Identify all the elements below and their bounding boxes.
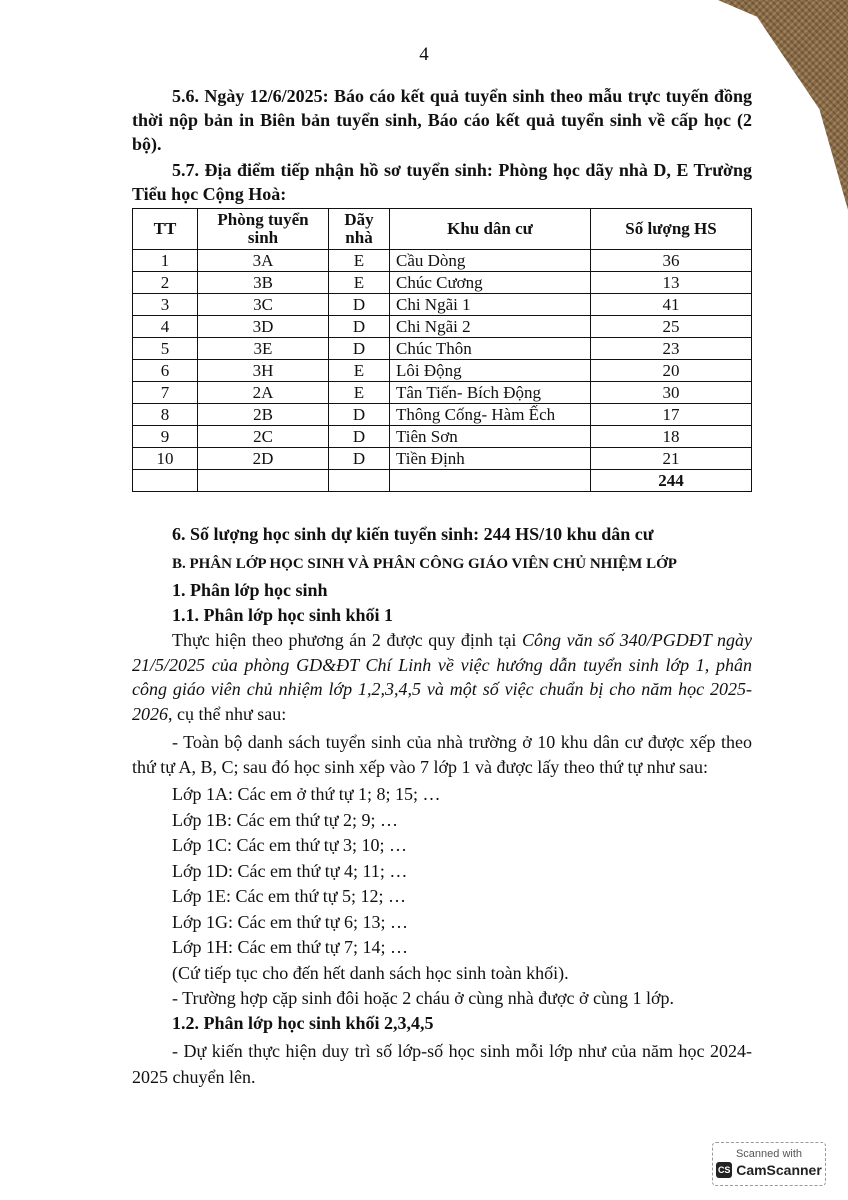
cell-count: 25 — [591, 316, 752, 338]
table-row — [133, 250, 752, 272]
cell-room: 3D — [198, 316, 329, 338]
cell-block: E — [329, 360, 390, 382]
table-row — [133, 272, 752, 294]
intro-lead: Thực hiện theo phương án 2 được quy định tại — [172, 630, 523, 650]
cell-count: 13 — [591, 272, 752, 294]
section-1-2-paragraph: - Dự kiến thực hiện duy trì số lớp-số học sinh mỗi lớp như của năm học 2024-2025 chuyển lên. — [132, 1041, 752, 1087]
intro-tail: , cụ thể như sau: — [168, 703, 287, 724]
cell-room: 3H — [198, 360, 329, 382]
class-item: Lớp 1D: Các em thứ tự 4; 11; … — [172, 860, 408, 881]
cell-tt: 10 — [133, 448, 198, 470]
cell-count: 18 — [591, 426, 752, 448]
cell-count: 36 — [591, 250, 752, 272]
class-item: Lớp 1E: Các em thứ tự 5; 12; … — [172, 886, 406, 906]
section-5-6-body: Báo cáo kết quả tuyển sinh theo mẫu trực tuyến đồng thời nộp bản in Biên bản tuyển sinh, Báo cáo kết quả tuyển sinh về cấp học (2 bộ). — [132, 86, 753, 154]
cell-area: Tân Tiến- Bích Động — [390, 382, 591, 404]
cell-empty — [133, 470, 198, 492]
cell-room: 2B — [198, 404, 329, 426]
table-row — [133, 294, 752, 316]
cell-area: Cầu Dòng — [390, 250, 591, 272]
intro-paragraph — [132, 628, 752, 726]
section-5-6 — [132, 84, 752, 156]
table-total-row — [133, 470, 752, 492]
section-5-6-heading: 5.6. Ngày 12/6/2025: — [172, 86, 329, 106]
class-item: Lớp 1C: Các em thứ tự 3; 10; … — [172, 835, 408, 855]
camscanner-logo-icon: CS — [716, 1162, 732, 1178]
cell-tt: 1 — [133, 250, 198, 272]
class-item: Lớp 1A: Các em ở thứ tự 1; 8; 15; … — [172, 784, 441, 804]
cell-count: 21 — [591, 448, 752, 470]
camscanner-brand: CamScanner — [736, 1162, 822, 1178]
cell-count: 41 — [591, 294, 752, 316]
cell-tt: 4 — [133, 316, 198, 338]
col-count: Số lượng HS — [591, 209, 752, 250]
cell-count: 23 — [591, 338, 752, 360]
table-row — [133, 426, 752, 448]
col-area: Khu dân cư — [390, 209, 591, 250]
col-block: Dãy nhà — [329, 209, 390, 250]
table-header-row — [133, 209, 752, 250]
table-row — [133, 316, 752, 338]
col-tt: TT — [133, 209, 198, 250]
cell-tt: 3 — [133, 294, 198, 316]
admission-rooms-table — [132, 208, 752, 492]
cell-block: E — [329, 382, 390, 404]
cell-count: 30 — [591, 382, 752, 404]
cell-room: 2C — [198, 426, 329, 448]
section-1-2-heading: 1.2. Phân lớp học sinh khối 2,3,4,5 — [172, 1013, 434, 1033]
cell-tt: 2 — [133, 272, 198, 294]
cell-tt: 9 — [133, 426, 198, 448]
cell-tt: 8 — [133, 404, 198, 426]
section-6: 6. Số lượng học sinh dự kiến tuyển sinh: 244 HS/10 khu dân cư — [172, 524, 654, 544]
table-row — [133, 404, 752, 426]
cell-area: Tiên Sơn — [390, 426, 591, 448]
page-number: 4 — [419, 44, 429, 65]
table-row — [133, 360, 752, 382]
cell-room: 2A — [198, 382, 329, 404]
cell-empty — [329, 470, 390, 492]
cell-empty — [390, 470, 591, 492]
cell-count: 20 — [591, 360, 752, 382]
cell-room: 3B — [198, 272, 329, 294]
cell-block: D — [329, 448, 390, 470]
cell-area: Chúc Cương — [390, 272, 591, 294]
cell-block: E — [329, 250, 390, 272]
list-paragraph: - Toàn bộ danh sách tuyển sinh của nhà trường ở 10 khu dân cư được xếp theo thứ tự A, B, C; sau đó học sinh xếp vào 7 lớp 1 và được lấy theo thứ tự như sau: — [132, 732, 752, 777]
table-row — [133, 382, 752, 404]
cell-room: 3A — [198, 250, 329, 272]
class-item: Lớp 1B: Các em thứ tự 2; 9; … — [172, 809, 399, 830]
camscanner-watermark — [712, 1142, 826, 1186]
section-1-1-heading: 1.1. Phân lớp học sinh khối 1 — [172, 605, 394, 625]
cell-block: D — [329, 294, 390, 316]
section-1-heading: 1. Phân lớp học sinh — [172, 580, 328, 600]
cell-block: D — [329, 404, 390, 426]
camscanner-logo-row — [713, 1162, 825, 1178]
cell-block: E — [329, 272, 390, 294]
cell-empty — [198, 470, 329, 492]
cell-area: Tiền Định — [390, 448, 591, 470]
intro-reference: Công văn số 340/PGDĐT ngày 21/5/2025 của phòng GD&ĐT Chí Linh về việc hướng dẫn tuyển sinh lớp 1, phân công giáo viên chủ nhiệm lớp 1,2,3,4,5 và một số việc chuẩn bị cho năm học 2025- 2026 — [132, 630, 752, 724]
cell-area: Chúc Thôn — [390, 338, 591, 360]
cell-total: 244 — [591, 470, 752, 492]
cell-room: 2D — [198, 448, 329, 470]
class-item: Lớp 1G: Các em thứ tự 6; 13; … — [172, 911, 409, 932]
twins-note: - Trường hợp cặp sinh đôi hoặc 2 cháu ở cùng nhà được ở cùng 1 lớp. — [172, 988, 675, 1008]
class-list — [172, 782, 752, 986]
cell-area: Chi Ngãi 1 — [390, 294, 591, 316]
cell-tt: 6 — [133, 360, 198, 382]
table-row — [133, 448, 752, 470]
cell-block: D — [329, 426, 390, 448]
cell-block: D — [329, 316, 390, 338]
cell-area: Thông Cống- Hàm Ếch — [390, 404, 591, 426]
cell-room: 3E — [198, 338, 329, 360]
cell-room: 3C — [198, 294, 329, 316]
section-5-7: 5.7. Địa điểm tiếp nhận hồ sơ tuyển sinh: Phòng học dãy nhà D, E Trường Tiểu học Cộng Hoà: — [132, 160, 752, 204]
continue-note: (Cứ tiếp tục cho đến hết danh sách học sinh toàn khối). — [172, 962, 569, 983]
cell-tt: 7 — [133, 382, 198, 404]
cell-area: Chi Ngãi 2 — [390, 316, 591, 338]
scanned-with-label: Scanned with — [735, 1148, 803, 1160]
cell-block: D — [329, 338, 390, 360]
class-item: Lớp 1H: Các em thứ tự 7; 14; … — [172, 937, 409, 957]
col-room: Phòng tuyển sinh — [198, 209, 329, 250]
section-b-heading: B. PHÂN LỚP HỌC SINH VÀ PHÂN CÔNG GIÁO VIÊN CHỦ NHIỆM LỚP — [172, 556, 677, 572]
cell-count: 17 — [591, 404, 752, 426]
cell-area: Lôi Động — [390, 360, 591, 382]
table-row — [133, 338, 752, 360]
cell-tt: 5 — [133, 338, 198, 360]
